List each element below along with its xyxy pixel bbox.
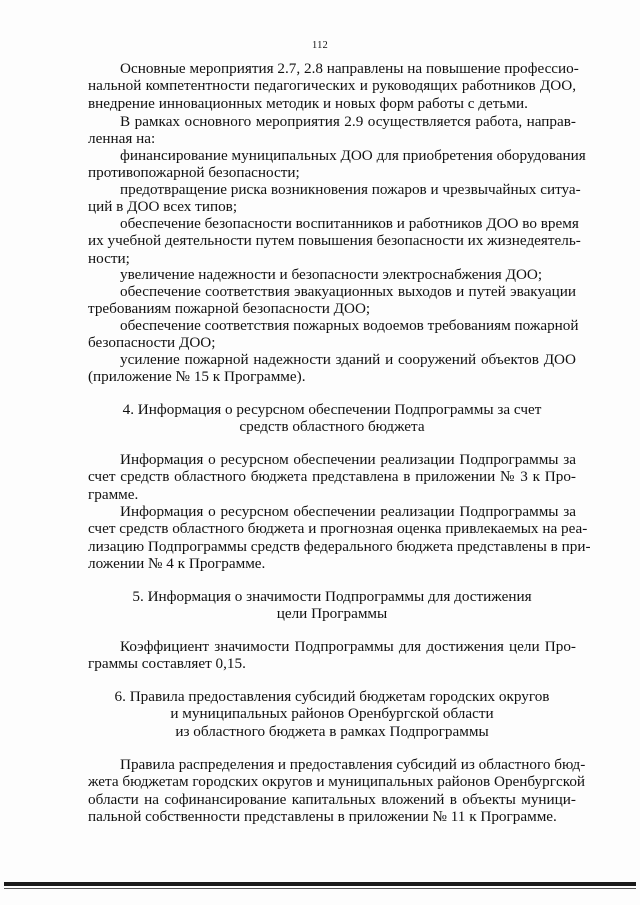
text-line: ложении № 4 к Программе. [88, 555, 266, 573]
heading-line: 5. Информация о значимости Подпрограммы для достижения [132, 588, 532, 605]
text-line: требованиям пожарной безопасности ДОО; [88, 300, 371, 318]
page-number: 112 [312, 40, 328, 51]
list-item [88, 215, 581, 267]
scan-edge-line-thin [4, 888, 636, 889]
text-line: обеспечение соответствия пожарных водоемов требованиям пожарной [120, 317, 579, 334]
text-line: финансирование муниципальных ДОО для приобретения оборудования [120, 147, 586, 164]
text-line: безопасности ДОО; [88, 334, 216, 352]
text-line: увеличение надежности и безопасности электроснабжения ДОО; [120, 266, 543, 283]
text-line: граммы составляет 0,15. [88, 655, 246, 673]
text-line: Основные мероприятия 2.7, 2.8 направлены на повышение профессио- [120, 60, 579, 77]
heading-line: цели Программы [276, 605, 388, 623]
list-item [88, 317, 579, 352]
text-line: области на софинансирование капитальных вложений в объекты муници- [88, 790, 576, 808]
text-line: В рамках основного мероприятия 2.9 осуществляется работа, направ- [120, 113, 576, 130]
intro-paragraph-1 [88, 60, 579, 112]
section-4-paragraph-1 [88, 451, 576, 503]
list-item [88, 283, 576, 318]
text-line: пальной собственности представлены в приложении № 11 к Программе. [88, 808, 557, 826]
text-line: Коэффициент значимости Подпрограммы для достижения цели Про- [120, 638, 576, 655]
section-6-paragraph-1 [88, 756, 586, 826]
text-line: противопожарной безопасности; [88, 164, 300, 182]
heading-line: средств областного бюджета [239, 418, 425, 436]
text-line: грамме. [88, 485, 139, 503]
scan-edge-line [4, 882, 636, 886]
text-line: ленная на: [88, 130, 156, 148]
text-line: их учебной деятельности путем повышения безопасности их жизнедеятель- [88, 232, 581, 250]
text-line: лизацию Подпрограммы средств федерального бюджета представлены в при- [88, 537, 591, 555]
text-line: ности; [88, 249, 130, 267]
text-line: усиление пожарной надежности зданий и сооружений объектов ДОО [120, 351, 576, 368]
list-item [88, 181, 581, 216]
section-heading-5 [88, 588, 576, 623]
section-4-paragraph-2 [88, 503, 591, 573]
list-item [88, 266, 576, 283]
intro-paragraph-2 [88, 113, 576, 148]
text-line: Правила распределения и предоставления субсидий из областного бюд- [120, 756, 586, 773]
heading-line: 4. Информация о ресурсном обеспечении Подпрограммы за счет [122, 401, 542, 418]
text-line: Информация о ресурсном обеспечении реализации Подпрограммы за [120, 451, 576, 468]
text-line: (приложение № 15 к Программе). [88, 368, 306, 386]
text-line: ций в ДОО всех типов; [88, 198, 238, 216]
heading-line: из областного бюджета в рамках Подпрограммы [175, 722, 489, 740]
text-line: внедрение инновационных методик и новых форм работы с детьми. [88, 94, 528, 112]
text-line: нальной компетентности педагогических и руководящих работников ДОО, [88, 77, 576, 95]
list-item [88, 147, 586, 182]
text-line: обеспечение безопасности воспитанников и работников ДОО во время [120, 215, 579, 232]
section-heading-6 [88, 688, 576, 740]
section-heading-4 [88, 401, 576, 436]
heading-line: и муниципальных районов Оренбургской области [170, 705, 494, 723]
text-line: жета бюджетам городских округов и муниципальных районов Оренбургской [88, 773, 586, 791]
text-line: счет средств областного бюджета представлена в приложении № 3 к Про- [88, 468, 576, 486]
text-line: счет средств областного бюджета и прогнозная оценка привлекаемых на реа- [88, 520, 588, 538]
text-line: предотвращение риска возникновения пожаров и чрезвычайных ситуа- [120, 181, 581, 198]
section-5-paragraph-1 [88, 638, 576, 673]
text-line: обеспечение соответствия эвакуационных выходов и путей эвакуации [120, 283, 576, 300]
list-item [88, 351, 576, 386]
heading-line: 6. Правила предоставления субсидий бюджетам городских округов [114, 688, 550, 705]
text-line: Информация о ресурсном обеспечении реализации Подпрограммы за [120, 503, 576, 520]
